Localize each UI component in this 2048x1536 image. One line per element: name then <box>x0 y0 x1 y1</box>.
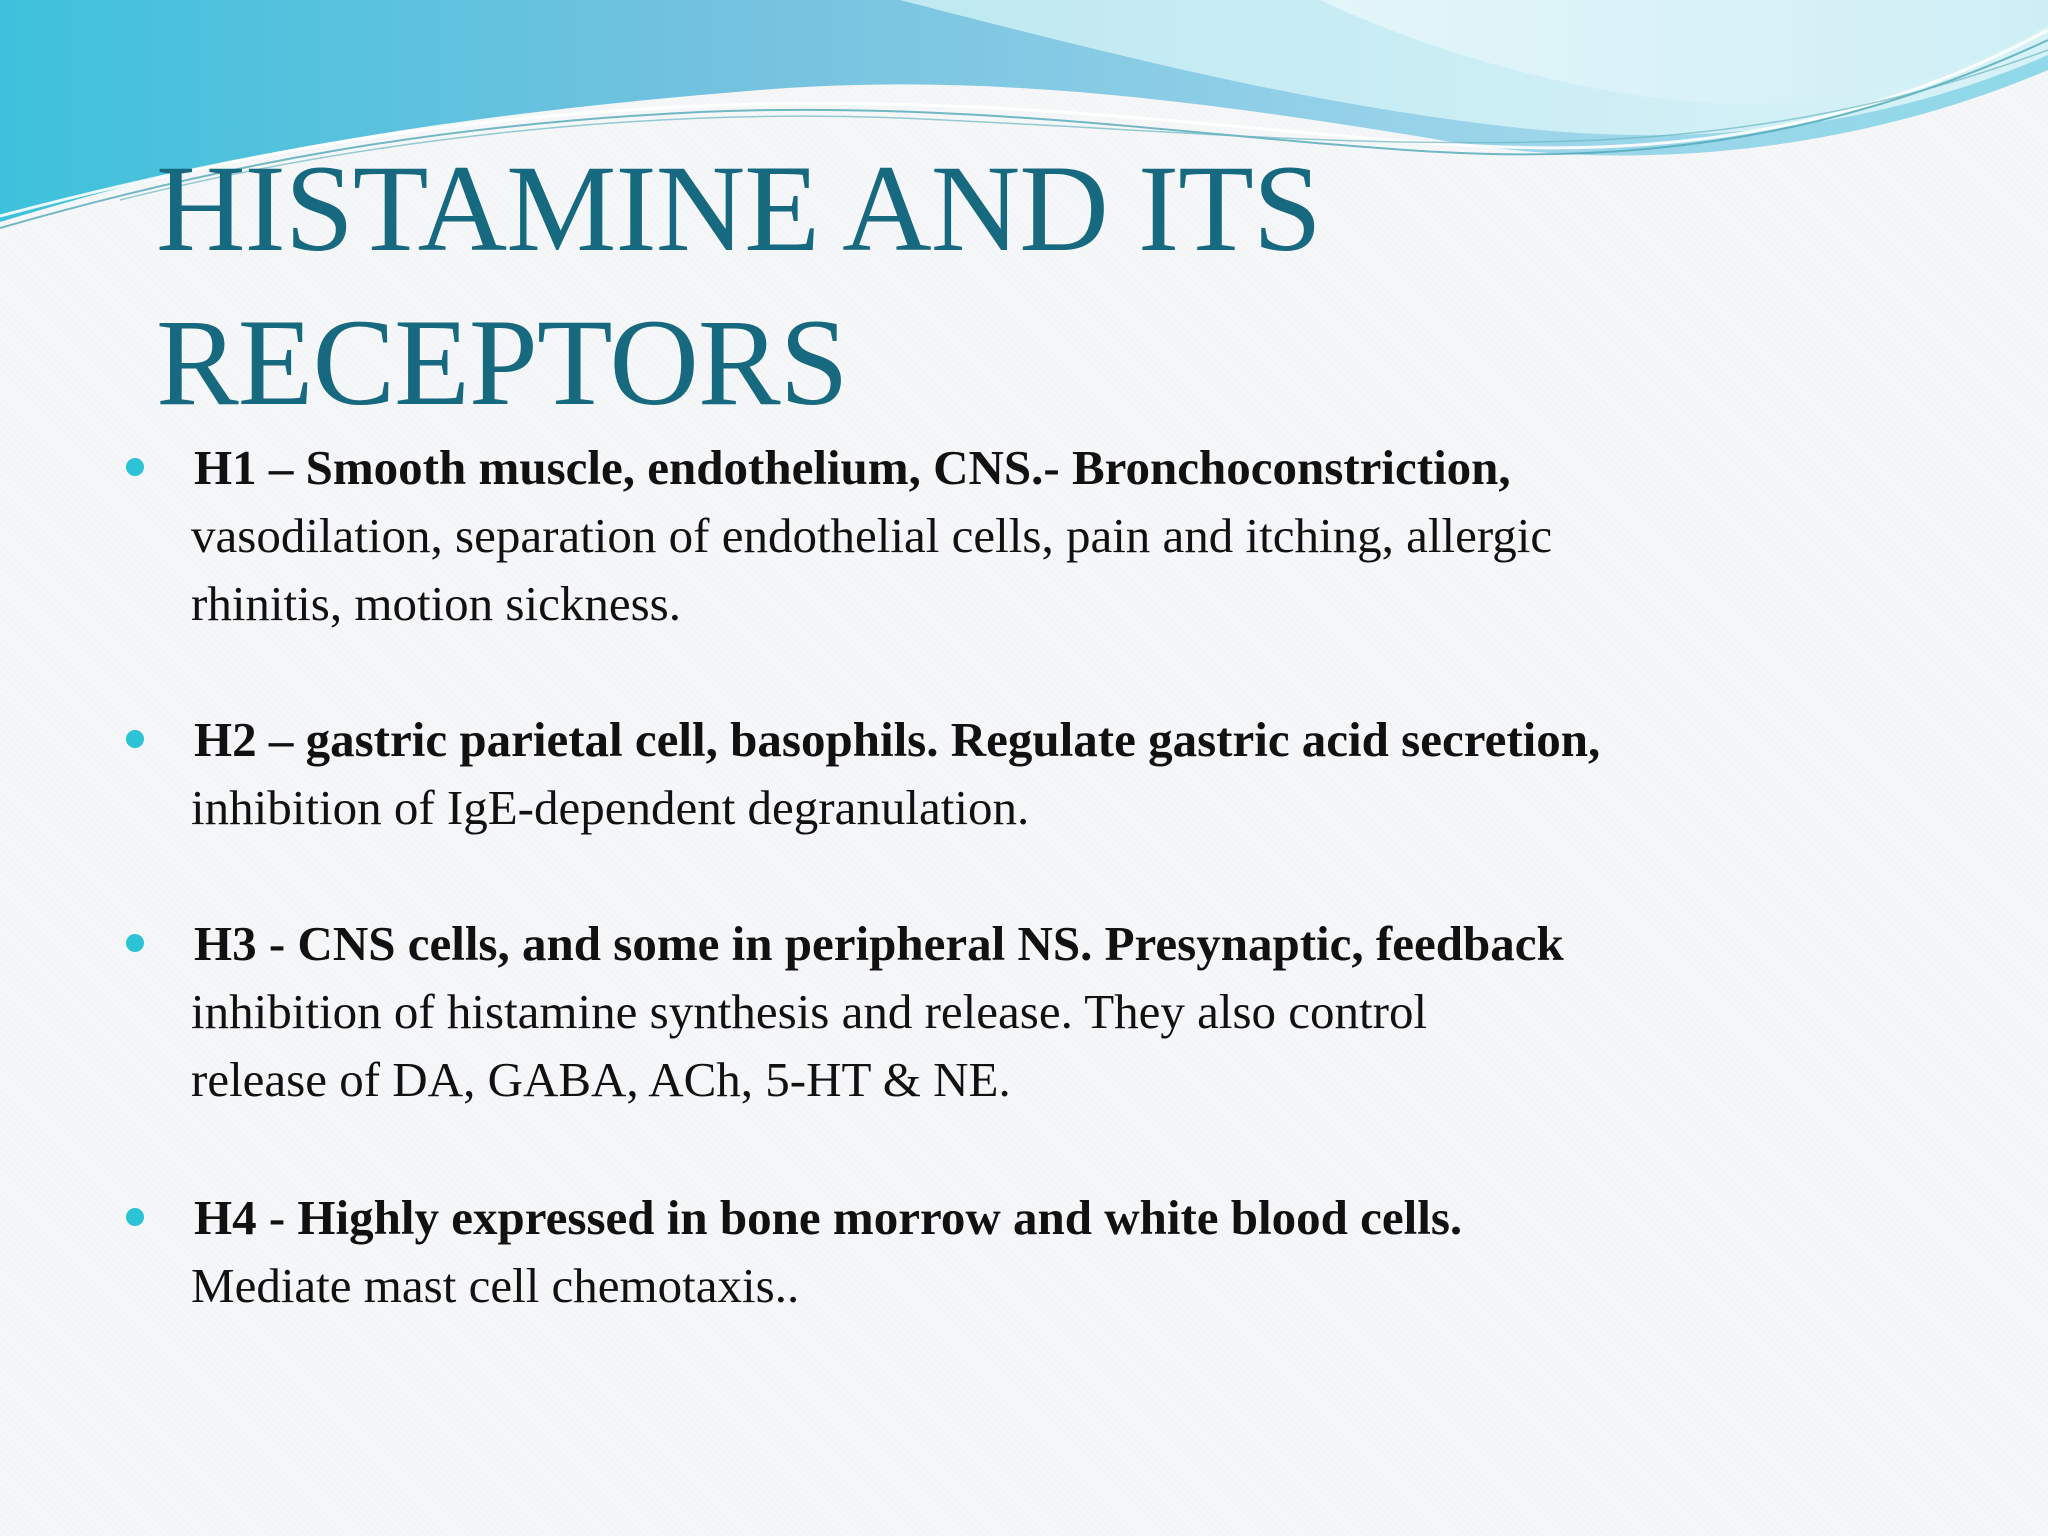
bullet-lead-text: H1 – Smooth muscle, endothelium, CNS.- Bronchoconstriction, <box>194 440 1511 495</box>
bullet-lead-text: H3 - CNS cells, and some in peripheral NS. Presynaptic, feedback <box>194 916 1564 971</box>
bullet-body-text: Mediate mast cell chemotaxis.. <box>191 1258 800 1313</box>
bullet-dot-icon <box>126 1208 144 1226</box>
bullet-body-text: inhibition of histamine synthesis and release. They also control release of DA, GABA, ACh, 5-HT & NE. <box>191 984 1428 1107</box>
list-item-h1 <box>191 434 1894 638</box>
list-item-h2 <box>191 706 1894 842</box>
bullet-dot-icon <box>126 934 144 952</box>
bullet-lead-text: H2 – gastric parietal cell, basophils. Regulate gastric acid secretion, <box>194 712 1601 767</box>
list-item-h3 <box>191 910 1894 1114</box>
list-item-h4 <box>191 1184 1894 1320</box>
slide-title: HISTAMINE AND ITS RECEPTORS <box>156 140 1321 431</box>
bullet-body-text: vasodilation, separation of endothelial cells, pain and itching, allergic rhinitis, motion sickness. <box>191 508 1553 631</box>
bullet-dot-icon <box>126 730 144 748</box>
bullet-dot-icon <box>126 458 144 476</box>
bullet-lead-text: H4 - Highly expressed in bone morrow and white blood cells. <box>194 1190 1463 1245</box>
bullet-body-text: inhibition of IgE-dependent degranulation. <box>191 780 1030 835</box>
